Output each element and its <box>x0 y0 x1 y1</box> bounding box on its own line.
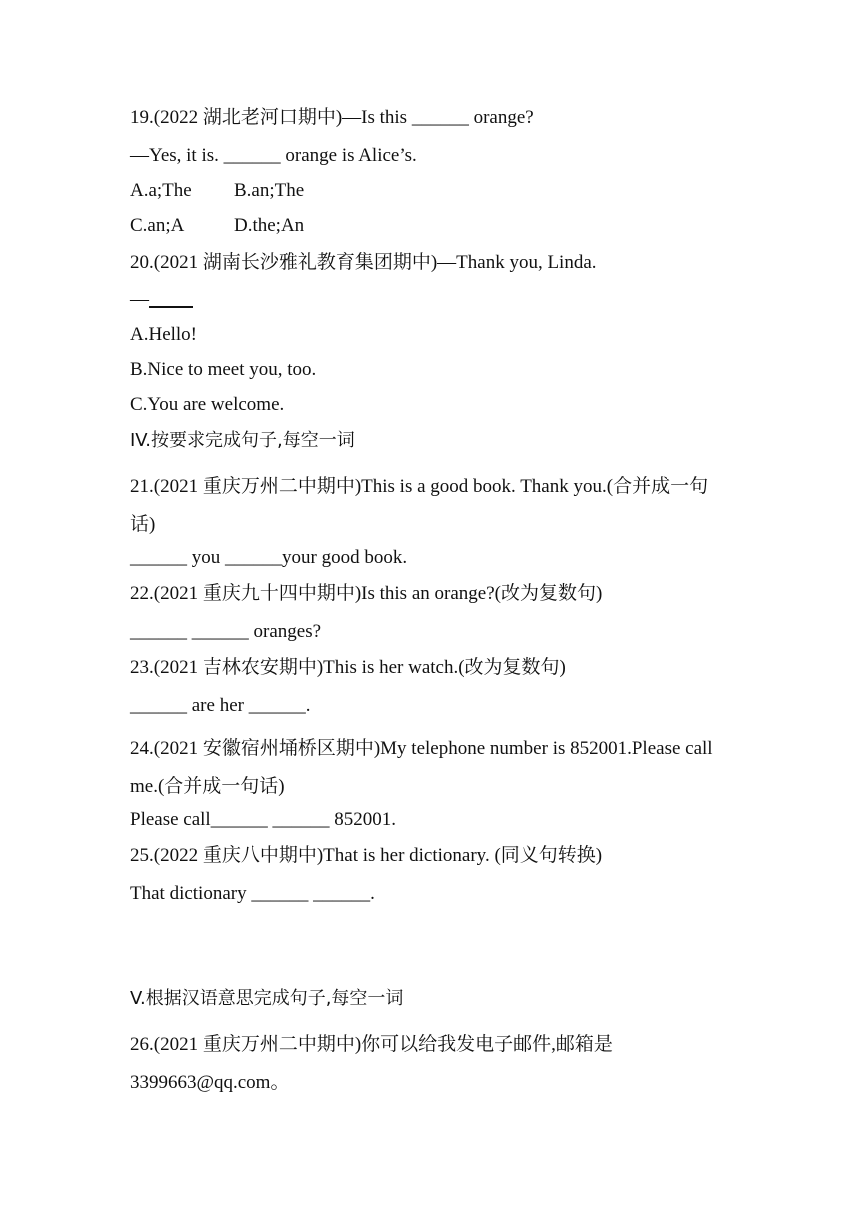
q19-reply: —Yes, it is. ______ orange is Alice’s. <box>130 145 417 166</box>
q20-reply: — <box>130 289 149 310</box>
q22-stem: 22.(2021 重庆九十四中期中)Is this an orange?(改为复数句) <box>130 583 603 604</box>
q23-stem: 23.(2021 吉林农安期中)This is her watch.(改为复数句) <box>130 657 566 678</box>
q23-answer: ______ are her ______. <box>130 695 311 716</box>
section-5-heading: V.根据汉语意思完成句子,每空一词 <box>130 988 404 1009</box>
q20-option-c: C.You are welcome. <box>130 394 285 415</box>
q22-answer: ______ ______ oranges? <box>130 621 322 642</box>
q20-option-a: A.Hello! <box>130 324 198 345</box>
section-4-heading: IV.按要求完成句子,每空一词 <box>130 430 355 451</box>
q24-answer: Please call______ ______ 852001. <box>130 809 396 830</box>
q26-stem: 26.(2021 重庆万州二中期中)你可以给我发电子邮件,邮箱是3399663@qq.com。 <box>130 1034 613 1093</box>
q19-option-d: D.the;An <box>234 215 305 236</box>
q19-options-row2 <box>130 214 730 238</box>
q20-reply-line <box>130 288 730 312</box>
q19-options-row1 <box>130 179 730 203</box>
q21-stem: 21.(2021 重庆万州二中期中)This is a good book. Thank you.(合并成一句话) <box>130 476 709 535</box>
q19-option-b: B.an;The <box>234 180 305 201</box>
q19-option-c: C.an;A <box>130 215 185 236</box>
q21-answer: ______ you ______your good book. <box>130 547 408 568</box>
q24-stem: 24.(2021 安徽宿州埇桥区期中)My telephone number is 852001.Please call me.(合并成一句话) <box>130 738 713 797</box>
q20-option-b: B.Nice to meet you, too. <box>130 359 317 380</box>
q25-answer: That dictionary ______ ______. <box>130 883 375 904</box>
q20-stem: 20.(2021 湖南长沙雅礼教育集团期中)—Thank you, Linda. <box>130 252 597 273</box>
q25-stem: 25.(2022 重庆八中期中)That is her dictionary. (同义句转换) <box>130 845 603 866</box>
q19-stem: 19.(2022 湖北老河口期中)—Is this ______ orange? <box>130 107 534 128</box>
q20-answer-blank <box>149 288 193 308</box>
q19-option-a: A.a;The <box>130 180 192 201</box>
